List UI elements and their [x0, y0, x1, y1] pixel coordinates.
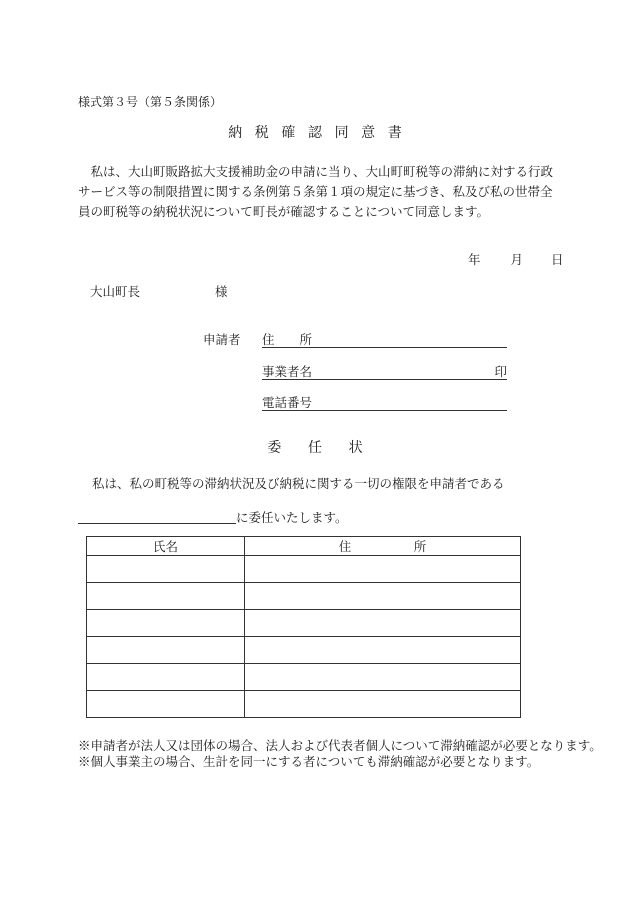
business-name-label: 事業者名 [262, 364, 313, 379]
household-table [86, 536, 521, 718]
applicant-address-field[interactable] [262, 330, 507, 348]
header-name: 氏名 [87, 537, 245, 556]
delegate-blank-field[interactable] [78, 509, 236, 524]
address-label: 住 所 [262, 332, 313, 347]
address-cell[interactable] [245, 691, 521, 718]
delegate-line [78, 508, 348, 526]
notes [78, 738, 602, 770]
address-cell[interactable] [245, 556, 521, 583]
table-row [87, 637, 521, 664]
delegate-suffix: に委任いたします。 [236, 510, 348, 525]
applicant-label: 申請者 [203, 332, 241, 347]
table-header-row [87, 537, 521, 556]
addressee-honorific: 様 [215, 284, 228, 299]
name-cell[interactable] [87, 691, 245, 718]
addressee [90, 282, 228, 300]
table-row [87, 691, 521, 718]
address-cell[interactable] [245, 637, 521, 664]
addressee-name: 大山町長 [90, 284, 141, 299]
applicant-phone-field[interactable] [262, 393, 507, 411]
address-cell[interactable] [245, 583, 521, 610]
date-day-label: 日 [551, 252, 564, 267]
consent-statement: 私は、大山町販路拡大支援補助金の申請に当り、大山町町税等の滞納に対する行政サービス等の制限措置に関する条例第５条第１項の規定に基づき、私及び私の世帯全員の町税等の納税状況について町長が確認することについて同意します。 [78, 164, 554, 219]
note-sole-proprietor: ※個人事業主の場合、生計を同一にする者についても滞納確認が必要となります。 [78, 754, 540, 769]
note-corporation: ※申請者が法人又は団体の場合、法人および代表者個人について滞納確認が必要となります。 [78, 738, 602, 753]
address-cell[interactable] [245, 610, 521, 637]
date-month-label: 月 [510, 252, 524, 267]
name-cell[interactable] [87, 583, 245, 610]
proxy-title: 委任状 [267, 440, 390, 456]
proxy-statement: 私は、私の町税等の滞納状況及び納税に関する一切の権限を申請者である [92, 476, 505, 491]
table-row [87, 664, 521, 691]
name-cell[interactable] [87, 664, 245, 691]
phone-label: 電話番号 [262, 395, 313, 410]
form-number: 様式第３号（第５条関係） [78, 95, 223, 109]
date-line [468, 250, 564, 268]
document-title: 納税確認同意書 [228, 125, 415, 141]
name-cell[interactable] [87, 610, 245, 637]
header-address: 住 所 [245, 537, 521, 556]
table-row [87, 583, 521, 610]
name-cell[interactable] [87, 556, 245, 583]
name-cell[interactable] [87, 637, 245, 664]
table-row [87, 610, 521, 637]
date-year-label: 年 [468, 252, 481, 267]
applicant-business-name-field[interactable] [262, 362, 507, 380]
seal-mark: 印 [494, 364, 507, 379]
address-cell[interactable] [245, 664, 521, 691]
table-row [87, 556, 521, 583]
